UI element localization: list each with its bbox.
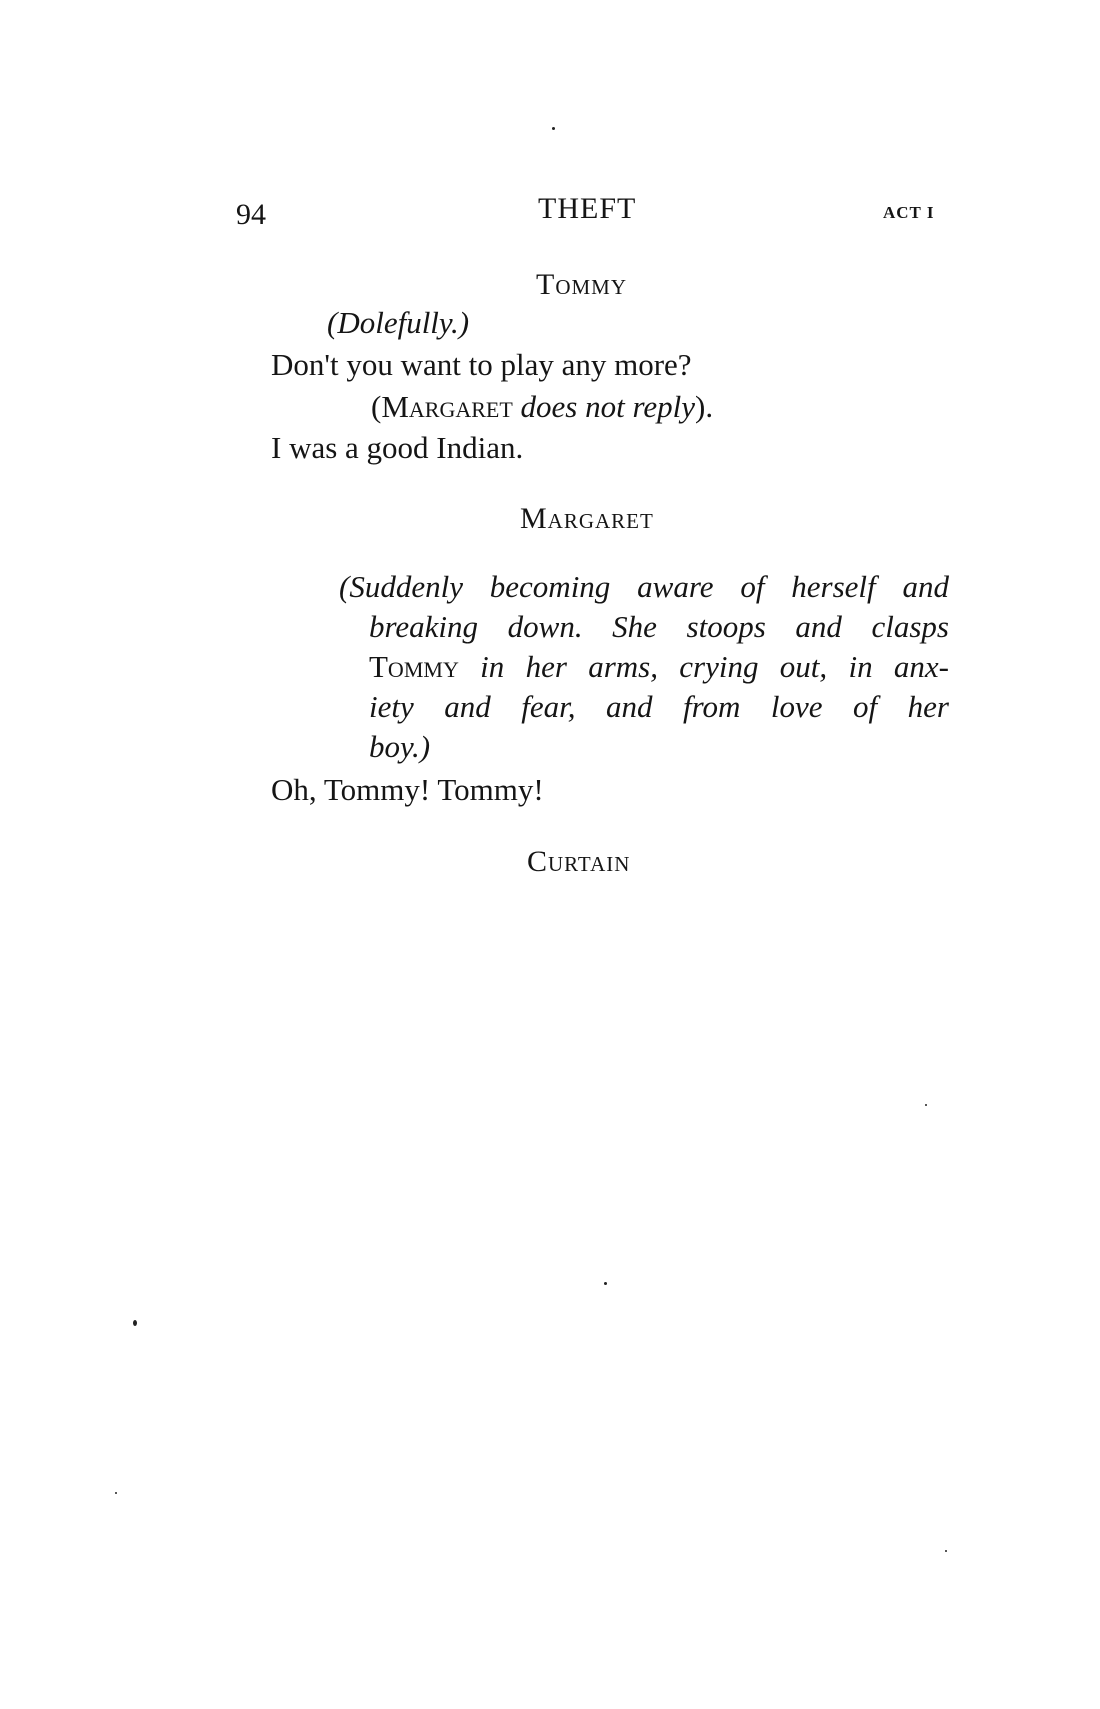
stage-direction-dolefully: (Dolefully.) xyxy=(327,305,470,340)
print-speck xyxy=(552,127,555,130)
character-name: Tommy xyxy=(369,649,459,684)
dialogue-line: Oh, Tommy! Tommy! xyxy=(271,772,544,807)
stage-direction-no-reply: (Margaret does not reply). xyxy=(371,389,714,424)
stage-direction-block xyxy=(339,567,949,767)
speaker-margaret: Margaret xyxy=(520,502,654,535)
direction-line: iety and fear, and from love of her xyxy=(369,689,949,724)
direction-text: in her arms, crying out, in anx- xyxy=(480,649,949,684)
running-title: THEFT xyxy=(538,192,637,225)
direction-line: (Suddenly becoming aware of herself and xyxy=(339,569,949,604)
direction-line xyxy=(369,647,949,687)
direction-line: breaking down. She stoops and clasps xyxy=(369,609,949,644)
print-speck xyxy=(925,1104,927,1106)
character-name: Margaret xyxy=(381,389,513,424)
page-number: 94 xyxy=(236,198,266,231)
dialogue-line: I was a good Indian. xyxy=(271,430,524,465)
direction-text: does not reply xyxy=(520,389,696,424)
print-speck xyxy=(604,1282,607,1285)
dialogue-line: Don't you want to play any more? xyxy=(271,347,692,382)
print-speck xyxy=(945,1550,947,1552)
print-speck xyxy=(133,1320,137,1326)
speaker-tommy: Tommy xyxy=(536,268,628,301)
act-label: ACT I xyxy=(883,203,935,222)
print-speck xyxy=(115,1492,117,1494)
direction-line: boy.) xyxy=(369,729,431,764)
curtain-label: Curtain xyxy=(527,845,631,878)
